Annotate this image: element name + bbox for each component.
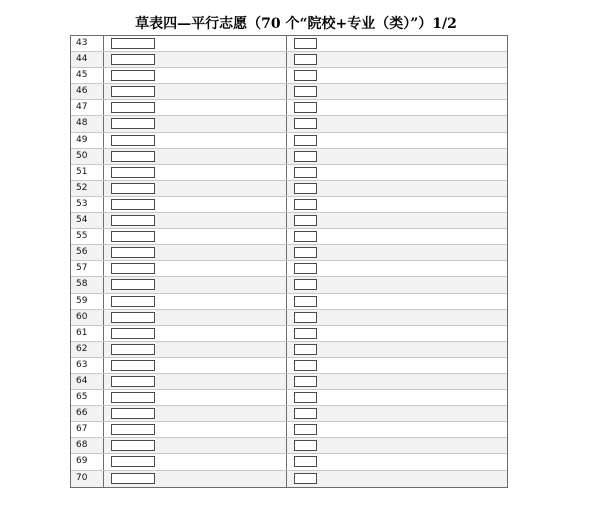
school-cell (104, 310, 287, 325)
table-row (71, 310, 507, 326)
major-code-box[interactable] (294, 38, 317, 49)
school-cell (104, 229, 287, 244)
major-code-box[interactable] (294, 102, 317, 113)
major-cell (287, 438, 507, 453)
table-row (71, 84, 507, 100)
row-number: 58 (71, 277, 104, 292)
major-cell (287, 36, 507, 51)
table-row (71, 149, 507, 165)
school-code-box[interactable] (111, 456, 155, 467)
form-title: 草表四—平行志愿（70 个“院校+专业（类）”）1/2 (135, 16, 457, 32)
table-row (71, 100, 507, 116)
school-cell (104, 133, 287, 148)
school-cell (104, 406, 287, 421)
school-code-box[interactable] (111, 167, 155, 178)
row-number: 64 (71, 374, 104, 389)
table-row (71, 390, 507, 406)
major-code-box[interactable] (294, 440, 317, 451)
table-row (71, 229, 507, 245)
school-cell (104, 245, 287, 260)
school-cell (104, 294, 287, 309)
table-row (71, 181, 507, 197)
major-code-box[interactable] (294, 376, 317, 387)
school-code-box[interactable] (111, 215, 155, 226)
school-code-box[interactable] (111, 473, 155, 484)
major-cell (287, 229, 507, 244)
school-code-box[interactable] (111, 135, 155, 146)
table-row (71, 358, 507, 374)
table-row (71, 52, 507, 68)
school-code-box[interactable] (111, 38, 155, 49)
major-cell (287, 68, 507, 83)
major-code-box[interactable] (294, 247, 317, 258)
row-number: 43 (71, 36, 104, 51)
major-cell (287, 261, 507, 276)
school-cell (104, 68, 287, 83)
major-cell (287, 133, 507, 148)
major-code-box[interactable] (294, 263, 317, 274)
row-number: 51 (71, 165, 104, 180)
school-cell (104, 52, 287, 67)
row-number: 63 (71, 358, 104, 373)
school-cell (104, 326, 287, 341)
major-code-box[interactable] (294, 344, 317, 355)
school-code-box[interactable] (111, 183, 155, 194)
school-cell (104, 438, 287, 453)
major-cell (287, 245, 507, 260)
row-number: 65 (71, 390, 104, 405)
row-number: 48 (71, 116, 104, 131)
table-row (71, 245, 507, 261)
table-row (71, 374, 507, 390)
row-number: 47 (71, 100, 104, 115)
major-code-box[interactable] (294, 135, 317, 146)
major-code-box[interactable] (294, 473, 317, 484)
table-row (71, 36, 507, 52)
table-row (71, 294, 507, 310)
school-code-box[interactable] (111, 360, 155, 371)
major-code-box[interactable] (294, 296, 317, 307)
school-cell (104, 36, 287, 51)
school-code-box[interactable] (111, 263, 155, 274)
major-code-box[interactable] (294, 167, 317, 178)
school-code-box[interactable] (111, 231, 155, 242)
school-cell (104, 181, 287, 196)
major-cell (287, 100, 507, 115)
school-cell (104, 277, 287, 292)
table-row (71, 438, 507, 454)
major-code-box[interactable] (294, 360, 317, 371)
major-code-box[interactable] (294, 408, 317, 419)
row-number: 68 (71, 438, 104, 453)
table-row (71, 68, 507, 84)
table-row (71, 133, 507, 149)
major-cell (287, 181, 507, 196)
school-cell (104, 454, 287, 469)
table-row (71, 165, 507, 181)
major-code-box[interactable] (294, 312, 317, 323)
major-cell (287, 454, 507, 469)
school-code-box[interactable] (111, 440, 155, 451)
school-cell (104, 471, 287, 487)
major-cell (287, 310, 507, 325)
row-number: 61 (71, 326, 104, 341)
major-cell (287, 84, 507, 99)
school-cell (104, 374, 287, 389)
table-row (71, 261, 507, 277)
school-code-box[interactable] (111, 199, 155, 210)
major-cell (287, 358, 507, 373)
volunteer-table (70, 35, 508, 488)
major-code-box[interactable] (294, 456, 317, 467)
school-cell (104, 116, 287, 131)
row-number: 62 (71, 342, 104, 357)
table-row (71, 326, 507, 342)
table-row (71, 471, 507, 487)
row-number: 55 (71, 229, 104, 244)
row-number: 46 (71, 84, 104, 99)
major-code-box[interactable] (294, 86, 317, 97)
major-cell (287, 116, 507, 131)
major-code-box[interactable] (294, 424, 317, 435)
major-cell (287, 165, 507, 180)
major-cell (287, 277, 507, 292)
major-code-box[interactable] (294, 54, 317, 65)
row-number: 59 (71, 294, 104, 309)
table-row (71, 454, 507, 470)
row-number: 54 (71, 213, 104, 228)
school-code-box[interactable] (111, 279, 155, 290)
row-number: 50 (71, 149, 104, 164)
school-code-box[interactable] (111, 118, 155, 129)
school-cell (104, 149, 287, 164)
school-cell (104, 261, 287, 276)
school-cell (104, 84, 287, 99)
row-number: 45 (71, 68, 104, 83)
major-cell (287, 52, 507, 67)
major-cell (287, 149, 507, 164)
major-cell (287, 326, 507, 341)
school-code-box[interactable] (111, 70, 155, 81)
major-cell (287, 422, 507, 437)
school-cell (104, 165, 287, 180)
row-number: 67 (71, 422, 104, 437)
major-code-box[interactable] (294, 328, 317, 339)
row-number: 70 (71, 471, 104, 487)
school-cell (104, 422, 287, 437)
school-code-box[interactable] (111, 86, 155, 97)
row-number: 52 (71, 181, 104, 196)
table-row (71, 422, 507, 438)
school-code-box[interactable] (111, 328, 155, 339)
major-cell (287, 406, 507, 421)
major-code-box[interactable] (294, 392, 317, 403)
row-number: 66 (71, 406, 104, 421)
major-cell (287, 197, 507, 212)
school-code-box[interactable] (111, 312, 155, 323)
school-code-box[interactable] (111, 408, 155, 419)
row-number: 53 (71, 197, 104, 212)
major-code-box[interactable] (294, 279, 317, 290)
major-cell (287, 342, 507, 357)
school-code-box[interactable] (111, 296, 155, 307)
table-row (71, 116, 507, 132)
school-cell (104, 213, 287, 228)
major-cell (287, 213, 507, 228)
major-code-box[interactable] (294, 215, 317, 226)
table-row (71, 197, 507, 213)
school-code-box[interactable] (111, 376, 155, 387)
school-code-box[interactable] (111, 102, 155, 113)
major-cell (287, 471, 507, 487)
school-code-box[interactable] (111, 424, 155, 435)
school-code-box[interactable] (111, 392, 155, 403)
school-cell (104, 342, 287, 357)
row-number: 49 (71, 133, 104, 148)
major-cell (287, 294, 507, 309)
major-code-box[interactable] (294, 199, 317, 210)
school-cell (104, 358, 287, 373)
table-row (71, 277, 507, 293)
table-row (71, 213, 507, 229)
school-code-box[interactable] (111, 151, 155, 162)
row-number: 69 (71, 454, 104, 469)
major-cell (287, 390, 507, 405)
school-code-box[interactable] (111, 247, 155, 258)
row-number: 44 (71, 52, 104, 67)
row-number: 56 (71, 245, 104, 260)
school-code-box[interactable] (111, 344, 155, 355)
major-code-box[interactable] (294, 70, 317, 81)
school-cell (104, 390, 287, 405)
school-code-box[interactable] (111, 54, 155, 65)
major-code-box[interactable] (294, 183, 317, 194)
table-row (71, 342, 507, 358)
major-code-box[interactable] (294, 118, 317, 129)
row-number: 60 (71, 310, 104, 325)
row-number: 57 (71, 261, 104, 276)
major-code-box[interactable] (294, 231, 317, 242)
school-cell (104, 197, 287, 212)
major-cell (287, 374, 507, 389)
major-code-box[interactable] (294, 151, 317, 162)
school-cell (104, 100, 287, 115)
table-row (71, 406, 507, 422)
